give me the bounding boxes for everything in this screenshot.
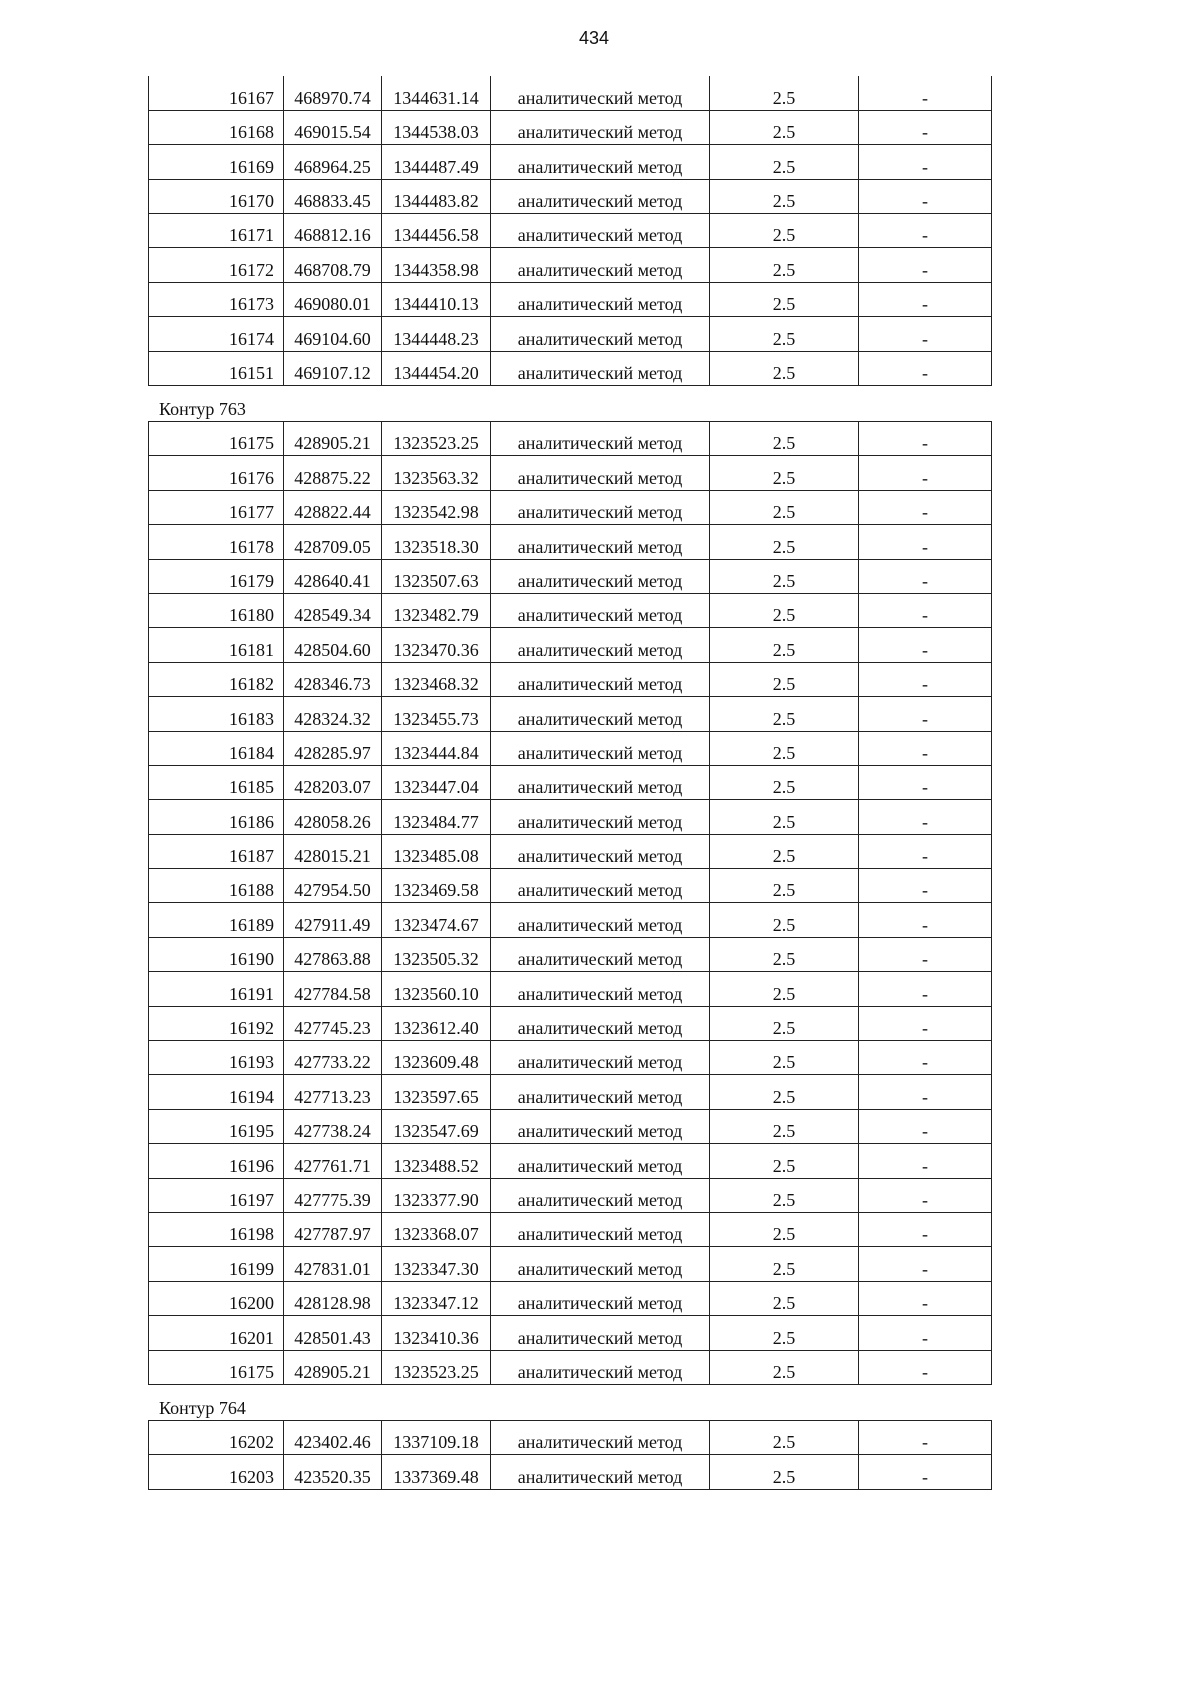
method-cell: аналитический метод — [491, 76, 710, 110]
accuracy-cell: 2.5 — [710, 1281, 859, 1315]
accuracy-cell: 2.5 — [710, 972, 859, 1006]
method-cell: аналитический метод — [491, 351, 710, 385]
y-coordinate-cell: 1323484.77 — [382, 800, 491, 834]
point-number-cell: 16173 — [149, 282, 284, 316]
y-coordinate-cell: 1323505.32 — [382, 937, 491, 971]
note-cell: - — [859, 1455, 992, 1489]
method-cell: аналитический метод — [491, 765, 710, 799]
table-row — [149, 1247, 992, 1281]
y-coordinate-cell: 1337109.18 — [382, 1420, 491, 1454]
table-row — [149, 697, 992, 731]
point-number-cell: 16202 — [149, 1420, 284, 1454]
method-cell: аналитический метод — [491, 731, 710, 765]
point-number-cell: 16175 — [149, 422, 284, 456]
y-coordinate-cell: 1323469.58 — [382, 869, 491, 903]
y-coordinate-cell: 1323488.52 — [382, 1144, 491, 1178]
point-number-cell: 16191 — [149, 972, 284, 1006]
note-cell: - — [859, 317, 992, 351]
point-number-cell: 16181 — [149, 628, 284, 662]
y-coordinate-cell: 1323612.40 — [382, 1006, 491, 1040]
accuracy-cell: 2.5 — [710, 351, 859, 385]
method-cell: аналитический метод — [491, 937, 710, 971]
method-cell: аналитический метод — [491, 282, 710, 316]
method-cell: аналитический метод — [491, 1109, 710, 1143]
y-coordinate-cell: 1323410.36 — [382, 1316, 491, 1350]
x-coordinate-cell: 469104.60 — [284, 317, 382, 351]
method-cell: аналитический метод — [491, 145, 710, 179]
y-coordinate-cell: 1344631.14 — [382, 76, 491, 110]
point-number-cell: 16193 — [149, 1041, 284, 1075]
y-coordinate-cell: 1323444.84 — [382, 731, 491, 765]
x-coordinate-cell: 468964.25 — [284, 145, 382, 179]
point-number-cell: 16183 — [149, 697, 284, 731]
y-coordinate-cell: 1323518.30 — [382, 525, 491, 559]
method-cell: аналитический метод — [491, 317, 710, 351]
accuracy-cell: 2.5 — [710, 179, 859, 213]
method-cell: аналитический метод — [491, 422, 710, 456]
note-cell: - — [859, 1006, 992, 1040]
note-cell: - — [859, 593, 992, 627]
table-row — [149, 1213, 992, 1247]
note-cell: - — [859, 937, 992, 971]
point-number-cell: 16184 — [149, 731, 284, 765]
point-number-cell: 16175 — [149, 1350, 284, 1384]
point-number-cell: 16169 — [149, 145, 284, 179]
x-coordinate-cell: 428905.21 — [284, 422, 382, 456]
point-number-cell: 16197 — [149, 1178, 284, 1212]
x-coordinate-cell: 428346.73 — [284, 662, 382, 696]
note-cell: - — [859, 1144, 992, 1178]
accuracy-cell: 2.5 — [710, 1144, 859, 1178]
method-cell: аналитический метод — [491, 628, 710, 662]
y-coordinate-cell: 1323474.67 — [382, 903, 491, 937]
table-row — [149, 214, 992, 248]
y-coordinate-cell: 1323563.32 — [382, 456, 491, 490]
y-coordinate-cell: 1323468.32 — [382, 662, 491, 696]
note-cell: - — [859, 972, 992, 1006]
note-cell: - — [859, 490, 992, 524]
accuracy-cell: 2.5 — [710, 869, 859, 903]
method-cell: аналитический метод — [491, 559, 710, 593]
table-row — [149, 456, 992, 490]
table-row — [149, 1041, 992, 1075]
accuracy-cell: 2.5 — [710, 593, 859, 627]
point-number-cell: 16196 — [149, 1144, 284, 1178]
y-coordinate-cell: 1323560.10 — [382, 972, 491, 1006]
y-coordinate-cell: 1323347.30 — [382, 1247, 491, 1281]
table-row — [149, 351, 992, 385]
accuracy-cell: 2.5 — [710, 800, 859, 834]
x-coordinate-cell: 423402.46 — [284, 1420, 382, 1454]
x-coordinate-cell: 428501.43 — [284, 1316, 382, 1350]
note-cell: - — [859, 214, 992, 248]
note-cell: - — [859, 628, 992, 662]
table-row — [149, 1109, 992, 1143]
y-coordinate-cell: 1323523.25 — [382, 1350, 491, 1384]
table-row — [149, 1006, 992, 1040]
method-cell: аналитический метод — [491, 1213, 710, 1247]
table-row — [149, 248, 992, 282]
accuracy-cell: 2.5 — [710, 937, 859, 971]
method-cell: аналитический метод — [491, 1075, 710, 1109]
x-coordinate-cell: 428285.97 — [284, 731, 382, 765]
method-cell: аналитический метод — [491, 248, 710, 282]
note-cell: - — [859, 1178, 992, 1212]
table-row — [149, 593, 992, 627]
method-cell: аналитический метод — [491, 1247, 710, 1281]
point-number-cell: 16176 — [149, 456, 284, 490]
point-number-cell: 16195 — [149, 1109, 284, 1143]
accuracy-cell: 2.5 — [710, 317, 859, 351]
note-cell: - — [859, 559, 992, 593]
point-number-cell: 16200 — [149, 1281, 284, 1315]
x-coordinate-cell: 427784.58 — [284, 972, 382, 1006]
y-coordinate-cell: 1323368.07 — [382, 1213, 491, 1247]
point-number-cell: 16199 — [149, 1247, 284, 1281]
note-cell: - — [859, 76, 992, 110]
accuracy-cell: 2.5 — [710, 1420, 859, 1454]
note-cell: - — [859, 456, 992, 490]
accuracy-cell: 2.5 — [710, 662, 859, 696]
method-cell: аналитический метод — [491, 800, 710, 834]
point-number-cell: 16167 — [149, 76, 284, 110]
accuracy-cell: 2.5 — [710, 1350, 859, 1384]
y-coordinate-cell: 1344358.98 — [382, 248, 491, 282]
point-number-cell: 16151 — [149, 351, 284, 385]
y-coordinate-cell: 1323482.79 — [382, 593, 491, 627]
note-cell: - — [859, 1420, 992, 1454]
y-coordinate-cell: 1323485.08 — [382, 834, 491, 868]
y-coordinate-cell: 1323347.12 — [382, 1281, 491, 1315]
table-row — [149, 1420, 992, 1454]
x-coordinate-cell: 468970.74 — [284, 76, 382, 110]
table-row — [149, 731, 992, 765]
table-row — [149, 179, 992, 213]
table-row — [149, 282, 992, 316]
x-coordinate-cell: 428015.21 — [284, 834, 382, 868]
accuracy-cell: 2.5 — [710, 1213, 859, 1247]
table-row — [149, 1075, 992, 1109]
note-cell: - — [859, 1247, 992, 1281]
table-row — [149, 525, 992, 559]
y-coordinate-cell: 1344538.03 — [382, 110, 491, 144]
accuracy-cell: 2.5 — [710, 1316, 859, 1350]
y-coordinate-cell: 1344483.82 — [382, 179, 491, 213]
note-cell: - — [859, 145, 992, 179]
coordinates-document — [148, 76, 991, 1490]
y-coordinate-cell: 1344454.20 — [382, 351, 491, 385]
accuracy-cell: 2.5 — [710, 903, 859, 937]
point-number-cell: 16185 — [149, 765, 284, 799]
table-row — [149, 1281, 992, 1315]
x-coordinate-cell: 428905.21 — [284, 1350, 382, 1384]
table-row — [149, 800, 992, 834]
accuracy-cell: 2.5 — [710, 525, 859, 559]
note-cell: - — [859, 1316, 992, 1350]
note-cell: - — [859, 1350, 992, 1384]
y-coordinate-cell: 1323507.63 — [382, 559, 491, 593]
x-coordinate-cell: 428709.05 — [284, 525, 382, 559]
y-coordinate-cell: 1344487.49 — [382, 145, 491, 179]
table-row — [149, 1178, 992, 1212]
point-number-cell: 16172 — [149, 248, 284, 282]
table-row — [149, 1350, 992, 1384]
note-cell: - — [859, 1109, 992, 1143]
y-coordinate-cell: 1344456.58 — [382, 214, 491, 248]
accuracy-cell: 2.5 — [710, 559, 859, 593]
table-row — [149, 1144, 992, 1178]
y-coordinate-cell: 1323523.25 — [382, 422, 491, 456]
x-coordinate-cell: 427738.24 — [284, 1109, 382, 1143]
table-row — [149, 662, 992, 696]
note-cell: - — [859, 765, 992, 799]
table-row — [149, 317, 992, 351]
x-coordinate-cell: 427863.88 — [284, 937, 382, 971]
point-number-cell: 16186 — [149, 800, 284, 834]
accuracy-cell: 2.5 — [710, 1455, 859, 1489]
accuracy-cell: 2.5 — [710, 1109, 859, 1143]
accuracy-cell: 2.5 — [710, 731, 859, 765]
coordinates-table — [148, 1420, 992, 1490]
table-row — [149, 765, 992, 799]
point-number-cell: 16198 — [149, 1213, 284, 1247]
point-number-cell: 16203 — [149, 1455, 284, 1489]
point-number-cell: 16187 — [149, 834, 284, 868]
x-coordinate-cell: 427775.39 — [284, 1178, 382, 1212]
method-cell: аналитический метод — [491, 1041, 710, 1075]
method-cell: аналитический метод — [491, 972, 710, 1006]
note-cell: - — [859, 1041, 992, 1075]
table-row — [149, 869, 992, 903]
x-coordinate-cell: 428822.44 — [284, 490, 382, 524]
table-row — [149, 490, 992, 524]
table-row — [149, 145, 992, 179]
point-number-cell: 16180 — [149, 593, 284, 627]
note-cell: - — [859, 351, 992, 385]
point-number-cell: 16168 — [149, 110, 284, 144]
x-coordinate-cell: 468708.79 — [284, 248, 382, 282]
method-cell: аналитический метод — [491, 179, 710, 213]
x-coordinate-cell: 423520.35 — [284, 1455, 382, 1489]
y-coordinate-cell: 1344410.13 — [382, 282, 491, 316]
y-coordinate-cell: 1337369.48 — [382, 1455, 491, 1489]
accuracy-cell: 2.5 — [710, 1006, 859, 1040]
x-coordinate-cell: 469015.54 — [284, 110, 382, 144]
x-coordinate-cell: 427733.22 — [284, 1041, 382, 1075]
x-coordinate-cell: 427954.50 — [284, 869, 382, 903]
point-number-cell: 16194 — [149, 1075, 284, 1109]
accuracy-cell: 2.5 — [710, 1041, 859, 1075]
x-coordinate-cell: 468812.16 — [284, 214, 382, 248]
accuracy-cell: 2.5 — [710, 834, 859, 868]
x-coordinate-cell: 428324.32 — [284, 697, 382, 731]
method-cell: аналитический метод — [491, 1316, 710, 1350]
x-coordinate-cell: 428203.07 — [284, 765, 382, 799]
accuracy-cell: 2.5 — [710, 282, 859, 316]
table-row — [149, 76, 992, 110]
accuracy-cell: 2.5 — [710, 628, 859, 662]
x-coordinate-cell: 427911.49 — [284, 903, 382, 937]
note-cell: - — [859, 869, 992, 903]
point-number-cell: 16171 — [149, 214, 284, 248]
table-row — [149, 110, 992, 144]
method-cell: аналитический метод — [491, 834, 710, 868]
accuracy-cell: 2.5 — [710, 422, 859, 456]
point-number-cell: 16201 — [149, 1316, 284, 1350]
table-row — [149, 972, 992, 1006]
method-cell: аналитический метод — [491, 1178, 710, 1212]
y-coordinate-cell: 1344448.23 — [382, 317, 491, 351]
point-number-cell: 16174 — [149, 317, 284, 351]
contour-label: Контур 763 — [159, 399, 246, 420]
note-cell: - — [859, 903, 992, 937]
method-cell: аналитический метод — [491, 903, 710, 937]
page-number: 434 — [578, 28, 610, 48]
x-coordinate-cell: 427787.97 — [284, 1213, 382, 1247]
y-coordinate-cell: 1323377.90 — [382, 1178, 491, 1212]
point-number-cell: 16189 — [149, 903, 284, 937]
y-coordinate-cell: 1323447.04 — [382, 765, 491, 799]
y-coordinate-cell: 1323470.36 — [382, 628, 491, 662]
x-coordinate-cell: 428058.26 — [284, 800, 382, 834]
accuracy-cell: 2.5 — [710, 248, 859, 282]
point-number-cell: 16190 — [149, 937, 284, 971]
note-cell: - — [859, 834, 992, 868]
note-cell: - — [859, 662, 992, 696]
accuracy-cell: 2.5 — [710, 697, 859, 731]
accuracy-cell: 2.5 — [710, 765, 859, 799]
note-cell: - — [859, 731, 992, 765]
point-number-cell: 16177 — [149, 490, 284, 524]
method-cell: аналитический метод — [491, 1144, 710, 1178]
method-cell: аналитический метод — [491, 869, 710, 903]
x-coordinate-cell: 428128.98 — [284, 1281, 382, 1315]
table-row — [149, 834, 992, 868]
y-coordinate-cell: 1323455.73 — [382, 697, 491, 731]
point-number-cell: 16192 — [149, 1006, 284, 1040]
accuracy-cell: 2.5 — [710, 145, 859, 179]
accuracy-cell: 2.5 — [710, 1178, 859, 1212]
x-coordinate-cell: 427831.01 — [284, 1247, 382, 1281]
method-cell: аналитический метод — [491, 593, 710, 627]
note-cell: - — [859, 282, 992, 316]
y-coordinate-cell: 1323609.48 — [382, 1041, 491, 1075]
method-cell: аналитический метод — [491, 697, 710, 731]
accuracy-cell: 2.5 — [710, 110, 859, 144]
x-coordinate-cell: 469107.12 — [284, 351, 382, 385]
point-number-cell: 16182 — [149, 662, 284, 696]
point-number-cell: 16179 — [149, 559, 284, 593]
table-row — [149, 422, 992, 456]
y-coordinate-cell: 1323547.69 — [382, 1109, 491, 1143]
accuracy-cell: 2.5 — [710, 456, 859, 490]
method-cell: аналитический метод — [491, 214, 710, 248]
y-coordinate-cell: 1323597.65 — [382, 1075, 491, 1109]
note-cell: - — [859, 1281, 992, 1315]
x-coordinate-cell: 427713.23 — [284, 1075, 382, 1109]
x-coordinate-cell: 428640.41 — [284, 559, 382, 593]
method-cell: аналитический метод — [491, 1281, 710, 1315]
method-cell: аналитический метод — [491, 1455, 710, 1489]
x-coordinate-cell: 427745.23 — [284, 1006, 382, 1040]
accuracy-cell: 2.5 — [710, 1075, 859, 1109]
method-cell: аналитический метод — [491, 110, 710, 144]
method-cell: аналитический метод — [491, 456, 710, 490]
point-number-cell: 16178 — [149, 525, 284, 559]
table-row — [149, 937, 992, 971]
note-cell: - — [859, 1075, 992, 1109]
x-coordinate-cell: 428549.34 — [284, 593, 382, 627]
note-cell: - — [859, 422, 992, 456]
method-cell: аналитический метод — [491, 1420, 710, 1454]
x-coordinate-cell: 428875.22 — [284, 456, 382, 490]
note-cell: - — [859, 800, 992, 834]
table-row — [149, 559, 992, 593]
method-cell: аналитический метод — [491, 1350, 710, 1384]
point-number-cell: 16188 — [149, 869, 284, 903]
x-coordinate-cell: 428504.60 — [284, 628, 382, 662]
point-number-cell: 16170 — [149, 179, 284, 213]
x-coordinate-cell: 468833.45 — [284, 179, 382, 213]
accuracy-cell: 2.5 — [710, 76, 859, 110]
contour-label: Контур 764 — [159, 1397, 246, 1418]
accuracy-cell: 2.5 — [710, 490, 859, 524]
method-cell: аналитический метод — [491, 1006, 710, 1040]
table-row — [149, 903, 992, 937]
note-cell: - — [859, 525, 992, 559]
x-coordinate-cell: 469080.01 — [284, 282, 382, 316]
y-coordinate-cell: 1323542.98 — [382, 490, 491, 524]
note-cell: - — [859, 697, 992, 731]
coordinates-table — [148, 76, 992, 386]
method-cell: аналитический метод — [491, 490, 710, 524]
note-cell: - — [859, 1213, 992, 1247]
table-row — [149, 1316, 992, 1350]
method-cell: аналитический метод — [491, 525, 710, 559]
table-row — [149, 1455, 992, 1489]
note-cell: - — [859, 110, 992, 144]
accuracy-cell: 2.5 — [710, 214, 859, 248]
note-cell: - — [859, 248, 992, 282]
coordinates-table — [148, 421, 992, 1385]
note-cell: - — [859, 179, 992, 213]
table-row — [149, 628, 992, 662]
method-cell: аналитический метод — [491, 662, 710, 696]
x-coordinate-cell: 427761.71 — [284, 1144, 382, 1178]
accuracy-cell: 2.5 — [710, 1247, 859, 1281]
